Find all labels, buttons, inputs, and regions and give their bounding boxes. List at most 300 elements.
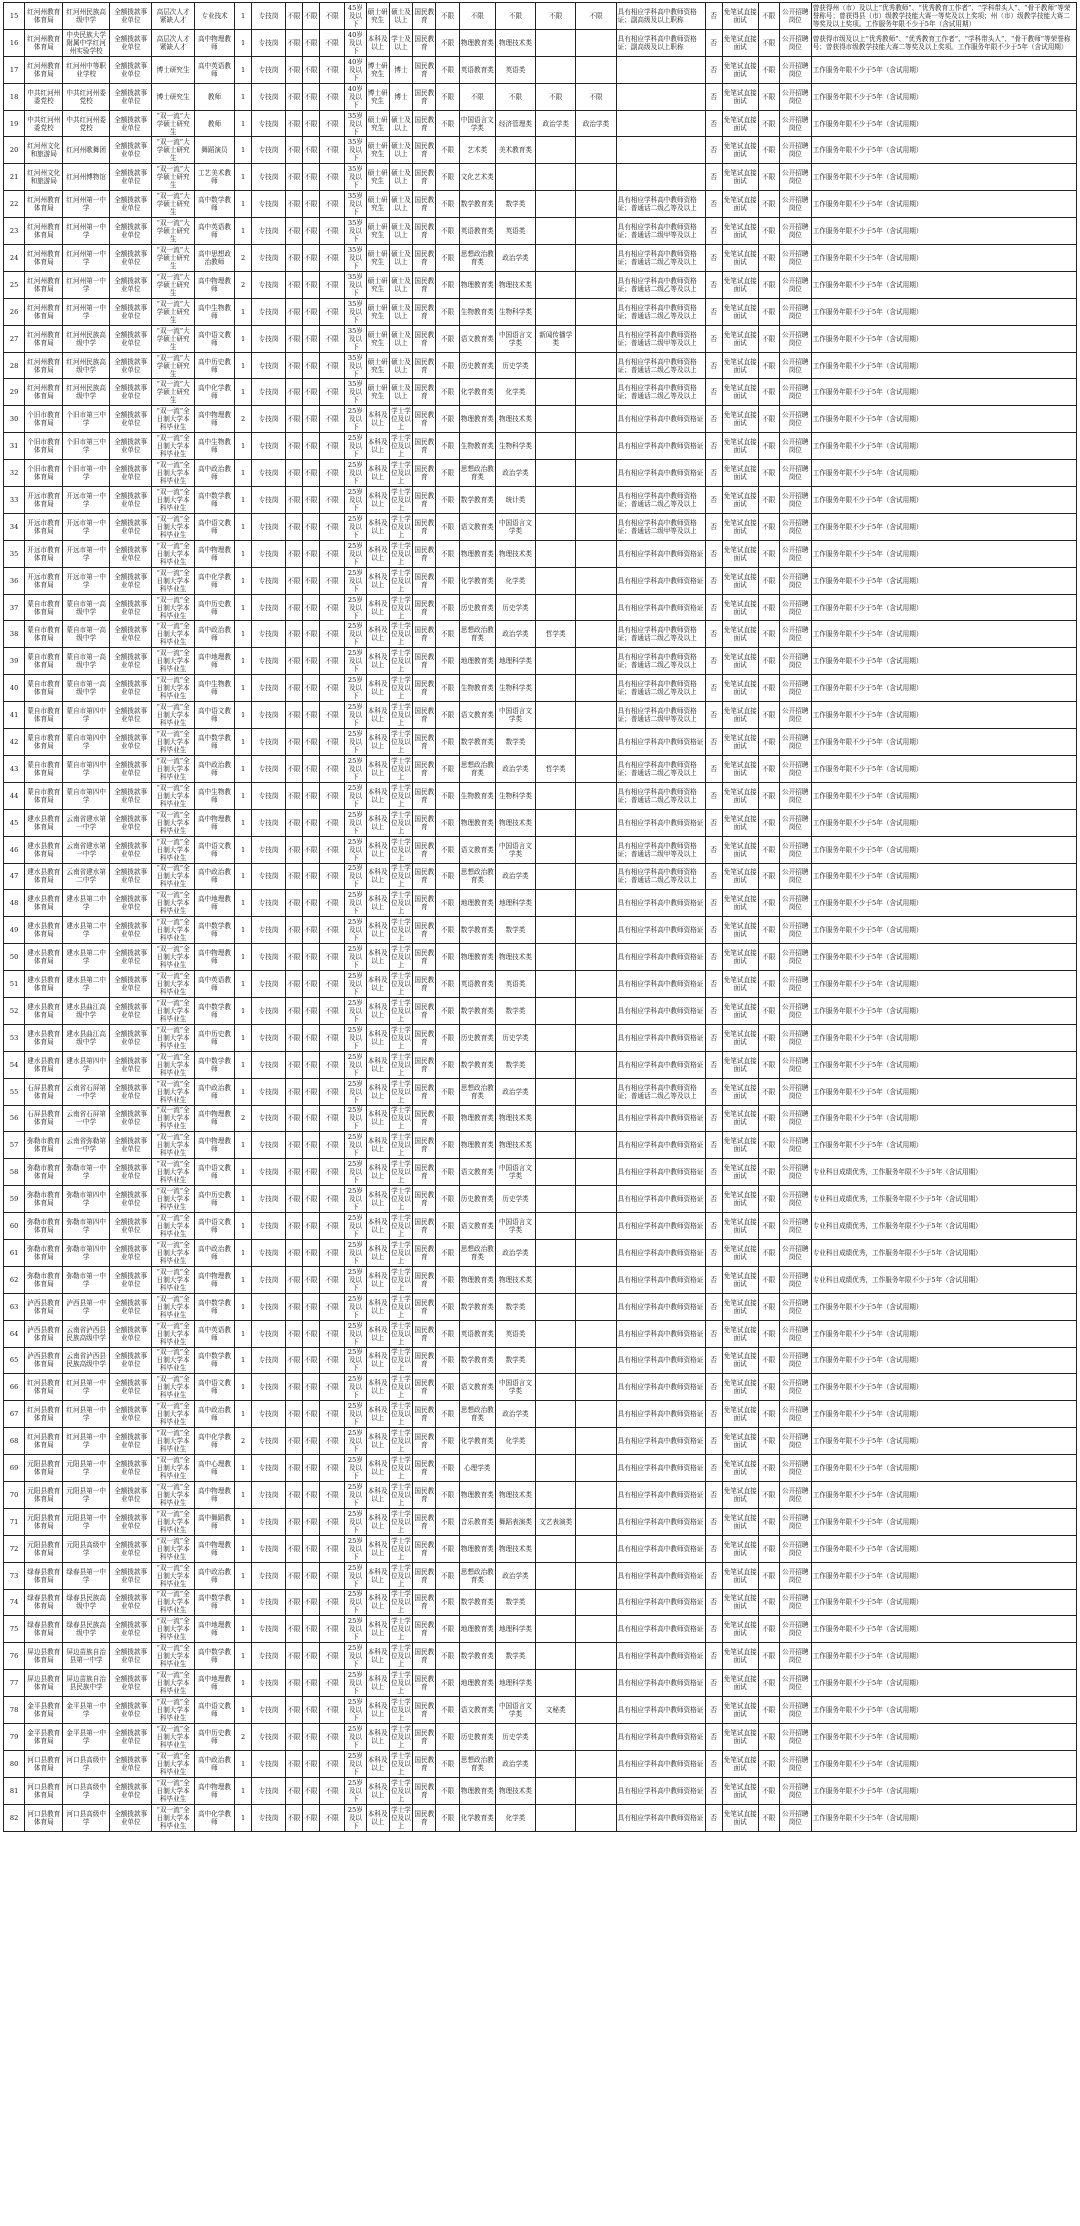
cell-n: 1 [235,621,252,648]
cell-exam: 免笔试直接面试 [722,1643,758,1670]
table-row [4,1535,1077,1562]
cell-maj4 [576,540,616,567]
cell-pol: 不限 [436,567,459,594]
cell-maj4 [576,29,616,56]
cell-unit: 个旧市第三中学 [63,433,110,460]
cell-unit: 云南省建水第二中学 [63,863,110,890]
cell-exam: 免笔试直接面试 [722,1697,758,1724]
cell-exam: 免笔试直接面试 [722,191,758,218]
cell-no: 34 [4,513,25,540]
cell-cert: 具有相应学科高中教师资格证 [616,1132,705,1159]
cell-cat: 高中舞蹈教师 [194,1508,234,1535]
cell-unit: 云南省泸西县民族高级中学 [63,1320,110,1347]
cell-n: 1 [235,809,252,836]
cell-maj4 [576,298,616,325]
cell-e2: 不限 [302,1777,319,1804]
cell-src: 国民教育 [413,1670,436,1697]
cell-m: 专技岗 [252,325,286,352]
cell-note: 工作服务年限不少于5年（含试用期） [811,56,1076,83]
cell-unit: 红河州民族高级中学 [63,325,110,352]
cell-e2: 不限 [302,3,319,30]
cell-note: 工作服务年限不少于5年（含试用期） [811,191,1076,218]
cell-type: 全额拨款事业单位 [110,1589,152,1616]
cell-r2: 公开招聘岗位 [779,1159,811,1186]
cell-type: 全额拨款事业单位 [110,971,152,998]
cell-cert: 具有相应学科高中教师资格证 [616,1750,705,1777]
cell-unit: 红河州歌舞团 [63,137,110,164]
cell-maj4 [576,1266,616,1293]
cell-unit: 红河县第一中学 [63,1428,110,1455]
cell-post: “双一流”全日制大学本科毕业生 [152,1401,194,1428]
cell-src: 国民教育 [413,83,436,110]
cell-maj2: 物理技术类 [495,1132,535,1159]
cell-n: 1 [235,1132,252,1159]
cell-n: 1 [235,702,252,729]
cell-n: 1 [235,917,252,944]
cell-post: “双一流”全日制大学本科毕业生 [152,971,194,998]
cell-cert: 具有相应学科高中教师资格证 [616,729,705,756]
cell-note: 工作服务年限不少于5年（含试用期） [811,406,1076,433]
cell-maj2 [495,1455,535,1482]
cell-r2: 公开招聘岗位 [779,863,811,890]
cell-n: 1 [235,567,252,594]
cell-gender: 不限 [319,1347,344,1374]
cell-post: “双一流”全日制大学本科毕业生 [152,487,194,514]
cell-src: 国民教育 [413,1616,436,1643]
cell-no: 45 [4,809,25,836]
cell-n: 1 [235,1455,252,1482]
cell-unit: 蒙自市第四中学 [63,755,110,782]
cell-r2: 公开招聘岗位 [779,594,811,621]
cell-r2: 公开招聘岗位 [779,1186,811,1213]
cell-r1: 不限 [758,755,779,782]
cell-cat: 高中物理教师 [194,29,234,56]
cell-pol: 不限 [436,729,459,756]
cell-cert: 具有相应学科高中教师资格证；普通话二级乙等及以上 [616,863,705,890]
cell-r2: 公开招聘岗位 [779,433,811,460]
cell-maj3 [536,1374,576,1401]
cell-w: 否 [705,352,722,379]
cell-deg: 学士学位及以上 [391,461,411,486]
cell-r1: 不限 [758,594,779,621]
cell-note: 专业科目成绩优秀，工作服务年限不少于5年（含试用期） [811,1159,1076,1186]
cell-exam: 免笔试直接面试 [722,245,758,272]
cell-no: 43 [4,755,25,782]
cell-maj3 [536,56,576,83]
cell-age: 25岁及以下 [345,1562,366,1589]
cell-r2: 公开招聘岗位 [779,1724,811,1751]
cell-age: 25岁及以下 [345,1374,366,1401]
cell-note: 工作服务年限不少于5年（含试用期） [811,917,1076,944]
cell-edu: 本科及以上 [366,433,389,460]
cell-unit: 弥勒市第一中学 [63,1266,110,1293]
cell-pol: 不限 [436,1239,459,1266]
cell-pol: 不限 [436,836,459,863]
cell-age: 25岁及以下 [345,675,366,702]
cell-exam: 免笔试直接面试 [722,971,758,998]
cell-type: 全额拨款事业单位 [110,1132,152,1159]
table-row [4,29,1077,56]
cell-cat: 高中数学教师 [194,1643,234,1670]
cell-cat: 高中物理教师 [194,809,234,836]
cell-maj4 [576,755,616,782]
cell-type: 全额拨款事业单位 [110,1186,152,1213]
cell-maj2: 化学类 [495,1428,535,1455]
cell-note: 工作服务年限不少于5年（含试用期） [811,1132,1076,1159]
cell-gender: 不限 [319,1186,344,1213]
cell-cat: 专业技术 [194,3,234,30]
cell-maj2: 政治学类 [495,755,535,782]
cell-gender: 不限 [319,1535,344,1562]
cell-maj1: 英语教育类 [459,1320,495,1347]
cell-post: “双一流”全日制大学本科毕业生 [152,1455,194,1482]
cell-src: 国民教育 [413,218,436,245]
cell-n: 1 [235,1750,252,1777]
cell-e1: 不限 [285,1508,302,1535]
cell-exam: 免笔试直接面试 [722,1159,758,1186]
cell-post: “双一流”全日制大学本科毕业生 [152,567,194,594]
cell-maj1: 生物教育类 [459,298,495,325]
cell-r2: 公开招聘岗位 [779,379,811,406]
cell-exam: 免笔试直接面试 [722,1320,758,1347]
cell-edu: 本科及以上 [366,1293,389,1320]
cell-maj3 [536,1616,576,1643]
cell-dept: 红河州教育体育局 [25,245,63,272]
cell-cat: 高中生物教师 [194,782,234,809]
cell-maj3 [536,1105,576,1132]
cell-maj1: 思想政治教育类 [459,245,495,272]
cell-post: “双一流”大学硕士研究生 [152,137,194,164]
cell-exam: 免笔试直接面试 [722,702,758,729]
cell-r2: 公开招聘岗位 [779,1481,811,1508]
cell-maj2: 政治学类 [495,245,535,272]
cell-e1: 不限 [285,729,302,756]
cell-e2: 不限 [302,782,319,809]
cell-age: 25岁及以下 [345,729,366,756]
cell-cert: 具有相应学科高中教师资格证 [616,1589,705,1616]
cell-e1: 不限 [285,110,302,137]
cell-m: 专技岗 [252,245,286,272]
cell-exam: 免笔试直接面试 [722,755,758,782]
cell-cert: 具有相应学科高中教师资格证 [616,1105,705,1132]
cell-age: 35岁及以下 [345,325,366,352]
cell-maj2: 数学类 [495,1347,535,1374]
cell-maj2: 数学类 [495,997,535,1024]
cell-maj1: 不限 [459,83,495,110]
cell-e2: 不限 [302,1024,319,1051]
cell-post: “双一流”全日制大学本科毕业生 [152,1213,194,1240]
cell-edu: 本科及以上 [366,1347,389,1374]
cell-age: 25岁及以下 [345,1347,366,1374]
cell-gender: 不限 [319,1697,344,1724]
cell-note: 工作服务年限不少于5年（含试用期） [811,1078,1076,1105]
cell-note: 工作服务年限不少于5年（含试用期） [811,1320,1076,1347]
cell-n: 1 [235,83,252,110]
cell-maj4 [576,1320,616,1347]
cell-deg: 学士学位及以上 [391,1160,411,1185]
cell-unit: 绿春县民族高级中学 [63,1616,110,1643]
cell-gender: 不限 [319,1293,344,1320]
cell-r1: 不限 [758,1589,779,1616]
cell-age: 25岁及以下 [345,1239,366,1266]
cell-maj4 [576,352,616,379]
cell-maj2: 物理技术类 [495,406,535,433]
cell-edu: 博士研究生 [366,56,389,83]
cell-maj1: 历史教育类 [459,352,495,379]
cell-dept: 建水县教育体育局 [25,890,63,917]
cell-maj2: 政治学类 [495,460,535,487]
cell-edu: 本科及以上 [366,1159,389,1186]
cell-age: 25岁及以下 [345,540,366,567]
cell-type: 全额拨款事业单位 [110,1481,152,1508]
cell-maj2: 地理科学类 [495,648,535,675]
cell-type: 全额拨款事业单位 [110,379,152,406]
cell-r2: 公开招聘岗位 [779,1670,811,1697]
cell-exam: 免笔试直接面试 [722,917,758,944]
cell-maj3 [536,1293,576,1320]
table-row [4,1078,1077,1105]
cell-maj1: 数学教育类 [459,1347,495,1374]
cell-exam: 免笔试直接面试 [722,325,758,352]
cell-r2: 公开招聘岗位 [779,809,811,836]
cell-age: 25岁及以下 [345,1508,366,1535]
cell-post: “双一流”全日制大学本科毕业生 [152,1051,194,1078]
cell-pol: 不限 [436,191,459,218]
cell-edu: 本科及以上 [366,1562,389,1589]
cell-dept: 红河州教育体育局 [25,352,63,379]
cell-e2: 不限 [302,433,319,460]
cell-maj4 [576,836,616,863]
cell-gender: 不限 [319,1724,344,1751]
cell-type: 全额拨款事业单位 [110,1616,152,1643]
cell-e1: 不限 [285,594,302,621]
cell-e1: 不限 [285,1481,302,1508]
cell-age: 25岁及以下 [345,487,366,514]
cell-cat: 工艺美术教师 [194,164,234,191]
cell-type: 全额拨款事业单位 [110,433,152,460]
cell-age: 25岁及以下 [345,917,366,944]
cell-cert: 具有相应学科高中教师资格证 [616,1186,705,1213]
cell-e2: 不限 [302,1589,319,1616]
cell-n: 1 [235,460,252,487]
cell-cat: 高中语文教师 [194,836,234,863]
cell-maj2: 政治学类 [495,1750,535,1777]
cell-r1: 不限 [758,83,779,110]
cell-edu: 本科及以上 [366,809,389,836]
cell-post: “双一流”大学硕士研究生 [152,245,194,272]
cell-w: 否 [705,379,722,406]
cell-e2: 不限 [302,755,319,782]
cell-no: 48 [4,890,25,917]
cell-deg: 学士学位及以上 [391,1214,411,1239]
cell-e1: 不限 [285,191,302,218]
cell-cat: 高中政治教师 [194,1239,234,1266]
cell-age: 25岁及以下 [345,513,366,540]
table-row [4,1401,1077,1428]
cell-exam: 免笔试直接面试 [722,1589,758,1616]
cell-w: 否 [705,1697,722,1724]
cell-unit: 红河州民族高级中学 [63,379,110,406]
cell-no: 29 [4,379,25,406]
cell-cat: 高中政治教师 [194,1401,234,1428]
cell-exam: 免笔试直接面试 [722,621,758,648]
cell-m: 专技岗 [252,1616,286,1643]
cell-e2: 不限 [302,890,319,917]
cell-maj3 [536,1024,576,1051]
cell-type: 全额拨款事业单位 [110,1293,152,1320]
cell-src: 国民教育 [413,1535,436,1562]
cell-maj1: 思想政治教育类 [459,1401,495,1428]
cell-cat: 高中思想政治教师 [194,245,234,272]
cell-src: 国民教育 [413,1562,436,1589]
table-row [4,1724,1077,1751]
cell-dept: 个旧市教育体育局 [25,433,63,460]
table-row [4,1186,1077,1213]
cell-no: 62 [4,1266,25,1293]
cell-age: 25岁及以下 [345,971,366,998]
cell-gender: 不限 [319,755,344,782]
cell-pol: 不限 [436,1535,459,1562]
cell-e1: 不限 [285,406,302,433]
cell-r2: 公开招聘岗位 [779,1697,811,1724]
cell-maj2: 统计类 [495,487,535,514]
cell-age: 25岁及以下 [345,1589,366,1616]
cell-dept: 弥勒市教育体育局 [25,1186,63,1213]
table-row [4,621,1077,648]
cell-cert: 具有相应学科高中教师资格证 [616,997,705,1024]
cell-maj2: 数学类 [495,1051,535,1078]
cell-age: 25岁及以下 [345,809,366,836]
cell-gender: 不限 [319,110,344,137]
cell-type: 全额拨款事业单位 [110,1239,152,1266]
cell-pol: 不限 [436,594,459,621]
cell-dept: 蒙自市教育体育局 [25,702,63,729]
cell-maj4 [576,567,616,594]
cell-pol: 不限 [436,1159,459,1186]
cell-n: 1 [235,1804,252,1831]
cell-maj2: 物理技术类 [495,1777,535,1804]
cell-deg: 学士学位及以上 [391,1240,411,1265]
cell-dept: 红河州教育体育局 [25,298,63,325]
cell-e1: 不限 [285,298,302,325]
cell-dept: 蒙自市教育体育局 [25,594,63,621]
cell-maj1: 数学教育类 [459,1293,495,1320]
table-row [4,1562,1077,1589]
cell-dept: 元阳县教育体育局 [25,1481,63,1508]
cell-gender: 不限 [319,1562,344,1589]
cell-e1: 不限 [285,1643,302,1670]
cell-e2: 不限 [302,971,319,998]
cell-no: 38 [4,621,25,648]
cell-r2: 公开招聘岗位 [779,729,811,756]
cell-unit: 开远市第一中学 [63,567,110,594]
cell-gender: 不限 [319,1589,344,1616]
cell-r1: 不限 [758,1051,779,1078]
cell-gender: 不限 [319,1750,344,1777]
cell-unit: 红河州中等职业学校 [63,56,110,83]
cell-unit: 蒙自市第四中学 [63,782,110,809]
cell-gender: 不限 [319,271,344,298]
cell-edu: 硕士研究生 [366,191,389,218]
table-row [4,1455,1077,1482]
cell-e2: 不限 [302,1481,319,1508]
cell-e1: 不限 [285,1266,302,1293]
cell-deg: 学士学位及以上 [391,1294,411,1319]
cell-note: 工作服务年限不少于5年（含试用期） [811,1293,1076,1320]
cell-dept: 河口县教育体育局 [25,1804,63,1831]
cell-src: 国民教育 [413,1132,436,1159]
cell-note: 工作服务年限不少于5年（含试用期） [811,271,1076,298]
cell-e1: 不限 [285,1589,302,1616]
cell-pol: 不限 [436,3,459,30]
cell-edu: 硕士研究生 [366,164,389,191]
cell-note: 工作服务年限不少于5年（含试用期） [811,890,1076,917]
cell-dept: 河口县教育体育局 [25,1777,63,1804]
cell-pol: 不限 [436,648,459,675]
cell-post: “双一流”全日制大学本科毕业生 [152,1293,194,1320]
cell-cert: 具有相应学科高中教师资格证 [616,540,705,567]
cell-maj2: 历史学类 [495,352,535,379]
cell-dept: 红河县教育体育局 [25,1401,63,1428]
cell-e2: 不限 [302,1051,319,1078]
cell-cert: 具有相应学科高中教师资格证 [616,1481,705,1508]
cell-r1: 不限 [758,218,779,245]
cell-maj3 [536,406,576,433]
cell-edu: 本科及以上 [366,1132,389,1159]
cell-maj2: 舞蹈表演类 [495,1508,535,1535]
cell-no: 33 [4,487,25,514]
cell-cert: 具有相应学科高中教师资格证 [616,1266,705,1293]
cell-age: 25岁及以下 [345,1697,366,1724]
cell-cert [616,110,705,137]
cell-dept: 开远市教育体育局 [25,513,63,540]
cell-maj1: 数学教育类 [459,917,495,944]
cell-cert: 具有相应学科高中教师资格证 [616,1777,705,1804]
cell-deg: 硕士及以上 [389,271,412,298]
cell-deg: 学士学位及以上 [391,1375,411,1400]
cell-m: 专技岗 [252,218,286,245]
cell-exam: 免笔试直接面试 [722,406,758,433]
cell-m: 专技岗 [252,1293,286,1320]
cell-cert: 具有相应学科高中教师资格证；普通话二级乙等及以上 [616,621,705,648]
cell-cat: 高中化学教师 [194,1804,234,1831]
cell-gender: 不限 [319,648,344,675]
cell-maj4 [576,137,616,164]
cell-type: 全额拨款事业单位 [110,29,152,56]
cell-m: 专技岗 [252,406,286,433]
cell-maj1: 思想政治教育类 [459,863,495,890]
cell-r1: 不限 [758,621,779,648]
cell-unit: 弥勒市第四中学 [63,1239,110,1266]
cell-maj1: 物理教育类 [459,944,495,971]
cell-maj3 [536,1643,576,1670]
cell-post: “双一流”全日制大学本科毕业生 [152,540,194,567]
cell-n: 1 [235,1347,252,1374]
cell-gender: 不限 [319,513,344,540]
cell-note: 工作服务年限不少于5年（含试用期） [811,1401,1076,1428]
cell-cert: 具有相应学科高中教师资格证；普通话二级乙等及以上 [616,379,705,406]
cell-age: 25岁及以下 [345,1616,366,1643]
cell-src: 国民教育 [413,1750,436,1777]
cell-gender: 不限 [319,1051,344,1078]
cell-age: 25岁及以下 [345,1777,366,1804]
cell-edu: 本科及以上 [366,755,389,782]
cell-m: 专技岗 [252,352,286,379]
cell-maj2: 不限 [495,83,535,110]
cell-deg: 学士学位及以上 [391,1671,411,1696]
cell-r1: 不限 [758,675,779,702]
cell-r2: 公开招聘岗位 [779,1750,811,1777]
